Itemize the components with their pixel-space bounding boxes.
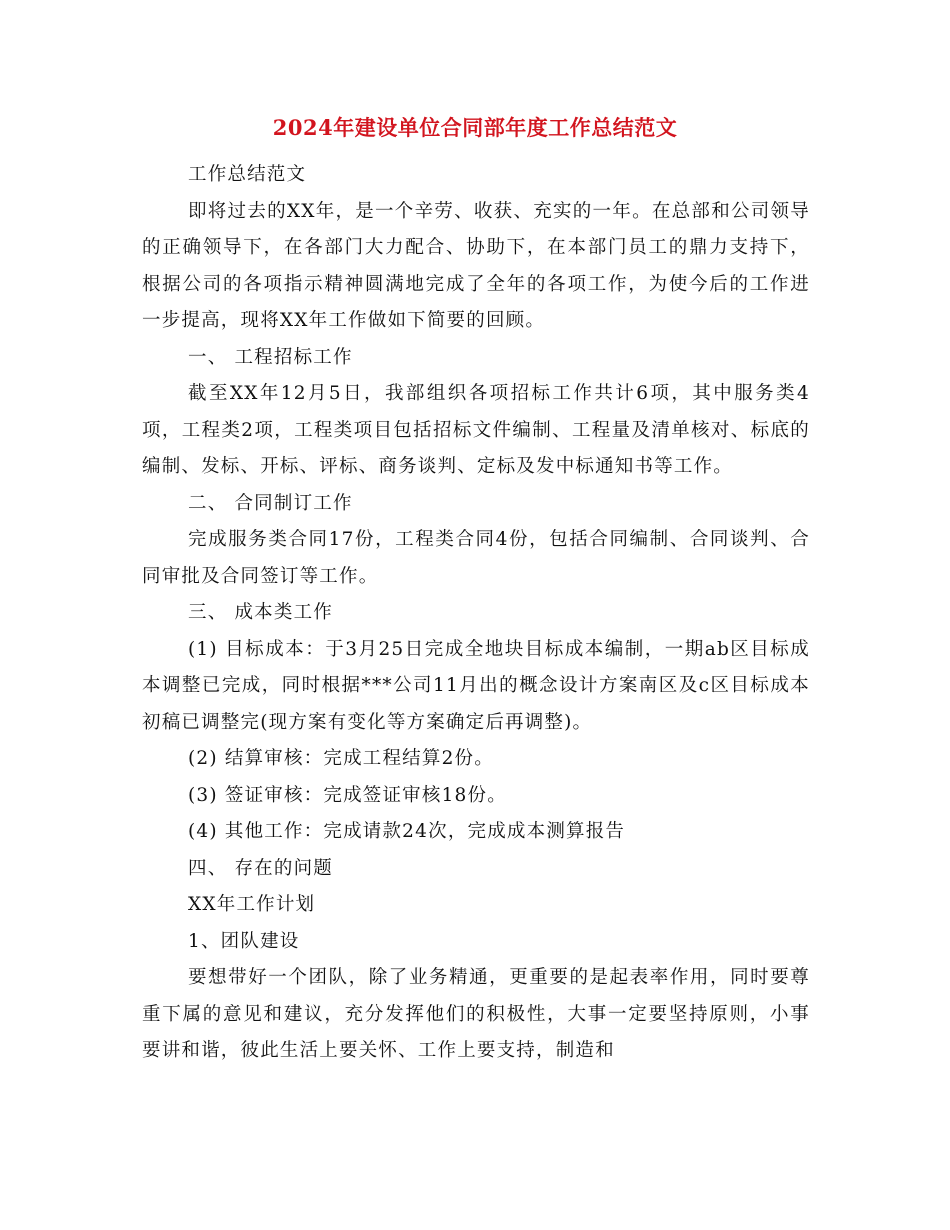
document-title: 2024年建设单位合同部年度工作总结范文 (272, 115, 678, 140)
subtitle-paragraph: 工作总结范文 (188, 164, 307, 185)
cost-item-settlement: (2) 结算审核：完成工程结算2份。 (188, 748, 494, 769)
cost-item-other: (4) 其他工作：完成请款24次，完成成本测算报告 (188, 821, 626, 842)
section-heading-contract: 二、 合同制订工作 (188, 492, 353, 514)
cost-item-target: (1) 目标成本：于3月25日完成全地块目标成本编制，一期ab区目标成本调整已完成，同时根据***公司11月出的概念设计方案南区及c区目标成本初稿已调整完(现方案有变化等方案确定后再调整)。 (142, 638, 810, 733)
section-heading-bidding: 一、 工程招标工作 (188, 346, 353, 368)
document-body (142, 157, 810, 1070)
bidding-paragraph: 截至XX年12月5日，我部组织各项招标工作共计6项，其中服务类4项，工程类2项，工程类项目包括招标文件编制、工程量及清单核对、标底的编制、发标、开标、评标、商务谈判、定标及发中标通知书等工作。 (142, 383, 810, 477)
section-heading-cost: 三、 成本类工作 (188, 602, 333, 623)
team-paragraph: 要想带好一个团队，除了业务精通，更重要的是起表率作用，同时要尊重下属的意见和建议，充分发挥他们的积极性，大事一定要坚持原则，小事要讲和谐，彼此生活上要关怀、工作上要支持，制造和 (142, 967, 810, 1061)
cost-item-visa: (3) 签证审核：完成签证审核18份。 (188, 784, 507, 806)
section-heading-problems: 四、 存在的问题 (188, 857, 333, 879)
intro-paragraph: 即将过去的XX年，是一个辛劳、收获、充实的一年。在总部和公司领导的正确领导下，在各部门大力配合、协助下，在本部门员工的鼎力支持下，根据公司的各项指示精神圆满地完成了全年的各项工作，为使今后的工作进一步提高，现将XX年工作做如下简要的回顾。 (142, 200, 810, 331)
plan-item-team: 1、团队建设 (188, 930, 300, 952)
plan-heading: XX年工作计划 (188, 894, 316, 915)
contract-paragraph: 完成服务类合同17份，工程类合同4份，包括合同编制、合同谈判、合同审批及合同签订等工作。 (142, 529, 810, 587)
